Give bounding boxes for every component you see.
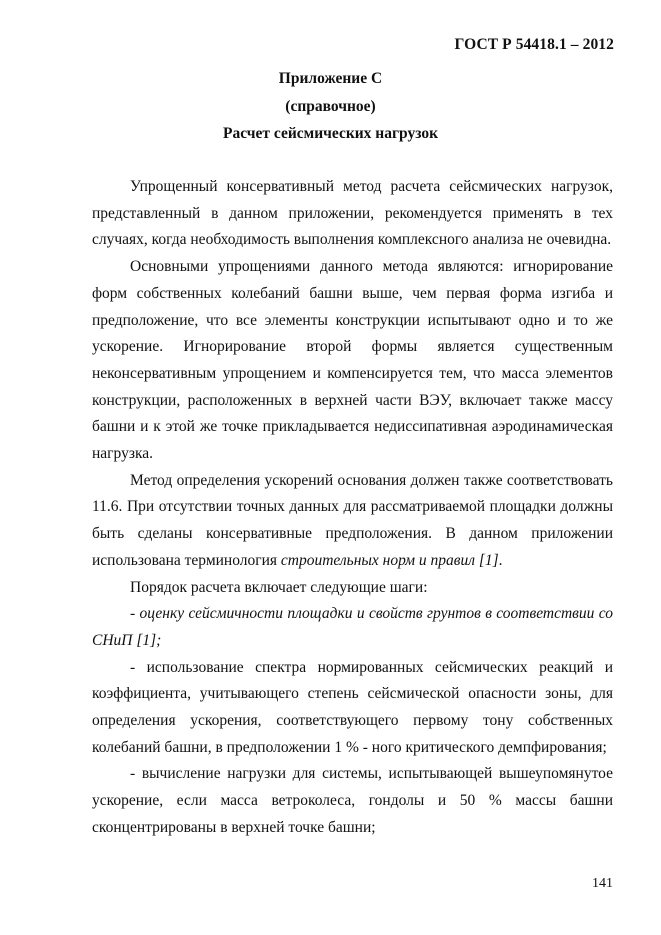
paragraph-method-end: .	[498, 551, 503, 569]
paragraph-method	[92, 468, 613, 575]
appendix-name: Расчет сейсмических нагрузок	[222, 125, 439, 142]
step-item: - использование спектра нормированных сейсмических реакций и коэффициента, учитывающего степень сейсмической опасности зоны, для определения ускорения, соответствующего первому тону собственных колебаний башни, в предположении 1 % - ного критического демпфирования;	[92, 658, 613, 756]
page-number: 141	[592, 876, 613, 891]
document-body	[92, 174, 613, 842]
appendix-type: (справочное)	[285, 98, 376, 115]
paragraph-intro: Упрощенный консервативный метод расчета сейсмических нагрузок, представленный в данном приложении, рекомендуется применять в тех случаях, когда необходимость выполнения комплексного анализа не очевидна.	[92, 178, 613, 249]
paragraph-method-text: Метод определения ускорений основания должен также соответствовать 11.6. При отсутствии точных данных для рассматриваемой площадки должны быть сделаны консервативные предположения. В данном приложении использована терминология	[92, 471, 613, 569]
reference-italic: строительных норм и правил [1]	[280, 551, 499, 569]
step-item: - оценку сейсмичности площадки и свойств грунтов в соответствии со СНиП [1];	[92, 605, 613, 649]
step-item: - вычисление нагрузки для системы, испытывающей вышеупомянутое ускорение, если масса ветроколеса, гондолы и 50 % массы башни сконцентрированы в верхней точке башни;	[92, 765, 613, 836]
paragraph-steps-intro: Порядок расчета включает следующие шаги:	[130, 578, 428, 596]
paragraph-simplifications: Основными упрощениями данного метода являются: игнорирование форм собственных колебаний башни выше, чем первая форма изгиба и предположение, что все элементы конструкции испытывают одно и то же ускорение. Игнорирование второй формы является существенным неконсервативным упрощением и компенсируется тем, что масса элементов конструкции, расположенных в верхней части ВЭУ, включает также массу башни и к этой же точке прикладывается недиссипативная аэродинамическая нагрузка.	[92, 258, 613, 463]
document-header: ГОСТ Р 54418.1 – 2012	[454, 36, 614, 53]
appendix-title: Приложение С	[278, 70, 383, 87]
